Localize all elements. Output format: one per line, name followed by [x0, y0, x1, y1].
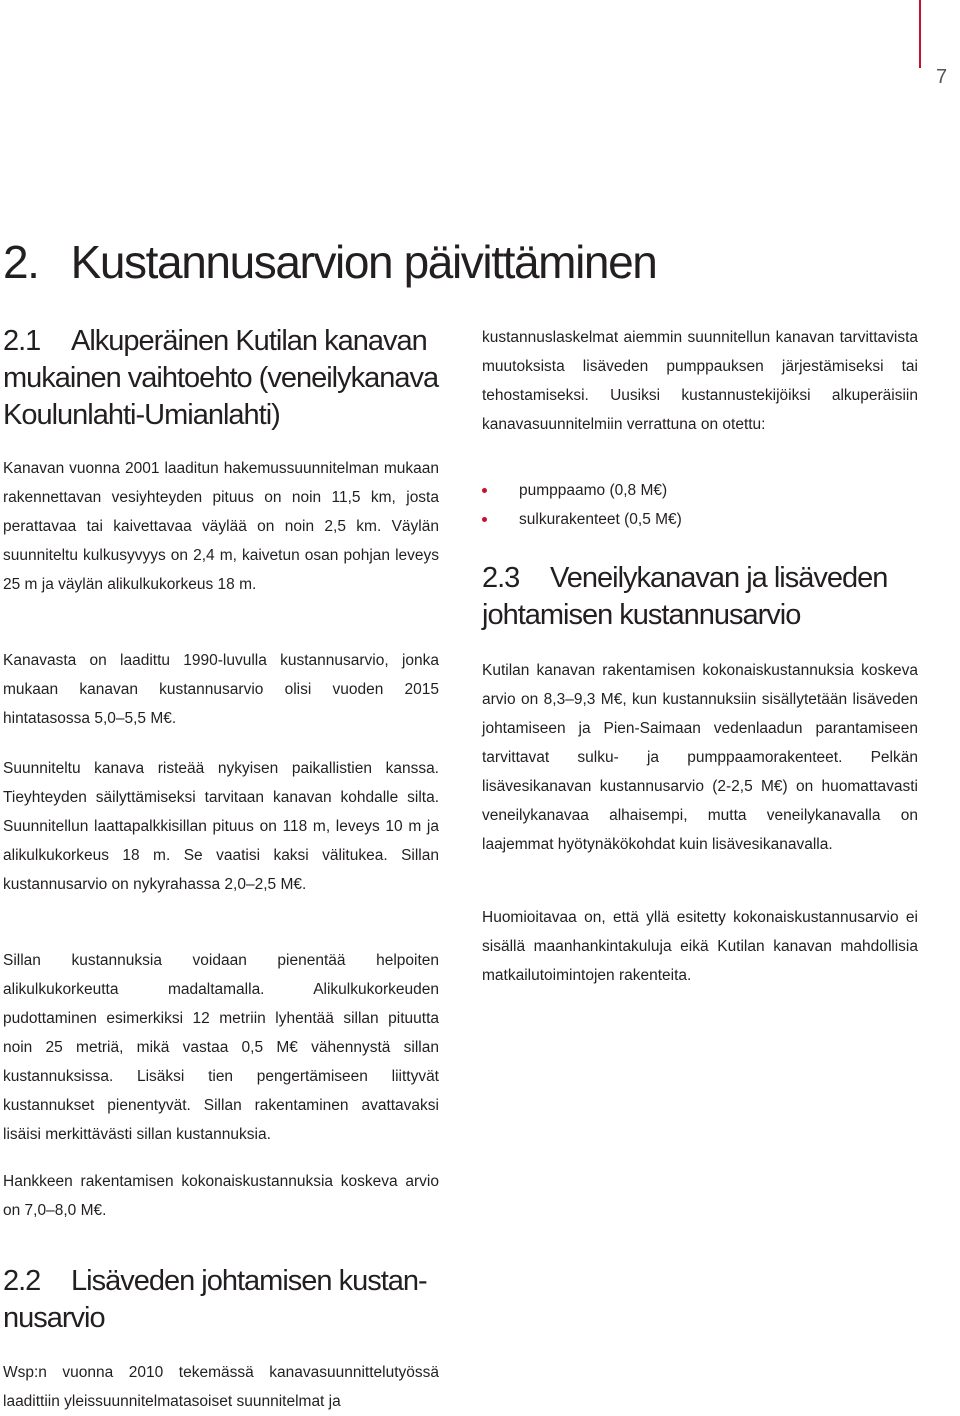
section-2-1-heading [3, 323, 463, 434]
bullet-dot-icon [482, 488, 487, 493]
list-item-text: pumppaamo (0,8 M€) [519, 482, 668, 499]
bullet-dot-icon [482, 517, 487, 522]
chapter-title [3, 230, 656, 294]
page-accent-rule [919, 0, 921, 68]
paragraph-channel-length: Kanavan vuonna 2001 laaditun hakemussuunnitelman mukaan rakennettavan vesiyhteyden pituus on noin 11,5 km, josta perattavaa tai kaivettavaa väylää on noin 2,5 km. Väylän suunniteltu kulkusyvyys on 2,4 m, kaivetun osan pohjan leveys 25 m ja väylän alikulkukorkeus 18 m. [3, 460, 439, 593]
chapter-title-text: Kustannusarvion päivittäminen [70, 236, 657, 288]
cost-factor-list [482, 476, 918, 534]
section-2-2-title-line-1: Lisäveden johtamisen kustan- [71, 1265, 427, 1297]
paragraph-wsp-2010: Wsp:n vuonna 2010 tekemässä kanavasuunnittelutyössä laadittiin yleissuunnitelmatasoiset suunnitelmat ja [3, 1364, 439, 1410]
paragraph-cost-estimate-1990s: Kanavasta on laadittu 1990-luvulla kustannusarvio, jonka mukaan kanavan kustannusarvio olisi vuoden 2015 hintatasossa 5,0–5,5 M€. [3, 652, 439, 727]
list-item-text: sulkurakenteet (0,5 M€) [519, 511, 682, 528]
section-2-1-title-line-3: Koulunlahti-Umianlahti) [3, 399, 280, 431]
list-item [482, 476, 918, 505]
section-2-3-number: 2.3 [482, 562, 520, 594]
section-2-1-title-line-2: mukainen vaihtoehto (veneilykanava [3, 362, 439, 394]
section-2-2-number: 2.2 [3, 1265, 41, 1297]
paragraph-cost-calculations: kustannuslaskelmat aiemmin suunnitellun kanavan tarvittavista muutoksista lisäveden pumppauksen järjestämiseksi tai tehostamiseksi. Uusiksi kustannustekijöiksi alkuperäisiin kanavasuunnitelmiin verrattuna on otettu: [482, 329, 918, 433]
list-item [482, 505, 918, 534]
section-2-3-title-line-1: Veneilykanavan ja lisäveden [550, 562, 888, 594]
paragraph-bridge: Suunniteltu kanava risteää nykyisen paikallistien kanssa. Tieyhteyden säilyttämiseksi tarvitaan kanavan kohdalle silta. Suunnitellun laattapalkkisillan pituus on 118 m, leveys 10 m ja alikulkukorkeus 18 m. Se vaatisi kaksi välitukea. Sillan kustannusarvio on nykyrahassa 2,0–2,5 M€. [3, 760, 439, 893]
section-2-1-title-line-1: Alkuperäinen Kutilan kanavan [71, 325, 427, 357]
paragraph-bridge-cost-reduction: Sillan kustannuksia voidaan pienentää helpoiten alikulkukorkeutta madaltamalla. Alikulkukorkeuden pudottaminen esimerkiksi 12 metriin lyhentää sillan pituutta noin 25 metriä, mikä vastaa 0,5 M€ vähennystä sillan kustannuksissa. Lisäksi tien pengertämiseen liittyvät kustannukset pienentyvät. Sillan rakentaminen avattavaksi lisäisi merkittävästi sillan kustannuksia. [3, 952, 439, 1143]
section-2-1-number: 2.1 [3, 325, 41, 357]
section-2-2-heading [3, 1263, 443, 1337]
paragraph-note: Huomioitavaa on, että yllä esitetty kokonaiskustannusarvio ei sisällä maanhankintakuluja eikä Kutilan kanavan mahdollisia matkailutoimintojen rakenteita. [482, 909, 918, 984]
section-2-3-title-line-2: johtamisen kustannusarvio [482, 599, 801, 631]
paragraph-total-cost-estimate: Kutilan kanavan rakentamisen kokonaiskustannuksia koskeva arvio on 8,3–9,3 M€, kun kustannuksiin sisällytetään lisäveden johtamiseen ja Pien-Saimaan vedenlaadun parantamiseen tarvittavat sulku- ja pumppaamorakenteet. Pelkän lisävesikanavan kustannusarvio (2-2,5 M€) on huomattavasti veneilykanavaa alhaisempi, mutta veneilykanavalla on laajemmat hyötynäkökohdat kuin lisävesikanavalla. [482, 662, 918, 853]
page-number: 7 [936, 66, 948, 88]
chapter-number: 2. [3, 236, 39, 288]
section-2-3-heading [482, 560, 922, 634]
section-2-2-title-line-2: nusarvio [3, 1302, 105, 1334]
paragraph-total-cost: Hankkeen rakentamisen kokonaiskustannuksia koskeva arvio on 7,0–8,0 M€. [3, 1173, 439, 1219]
